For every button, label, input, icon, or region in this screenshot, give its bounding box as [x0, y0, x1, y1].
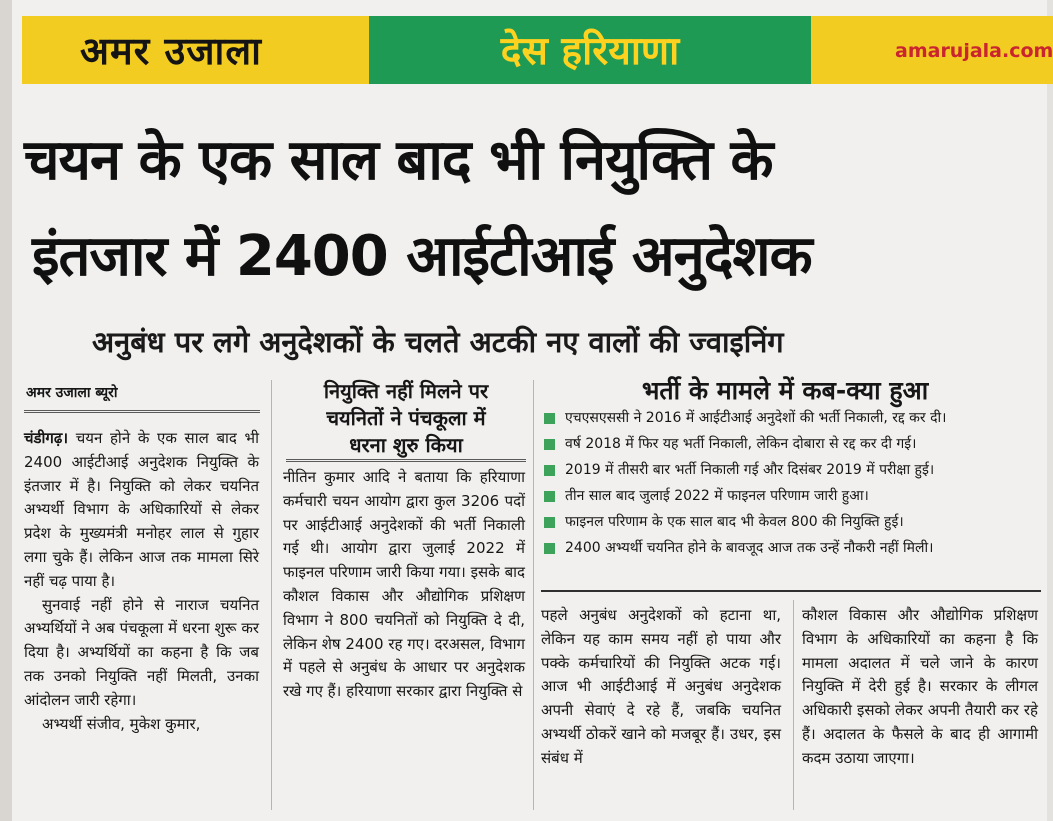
article-column-2	[283, 466, 525, 704]
side-heading-line-3: धरना शुरु किया	[349, 433, 463, 457]
timeline-item	[542, 488, 1042, 514]
side-story-divider	[286, 459, 526, 462]
timeline-divider	[541, 590, 1041, 592]
article-column-3	[541, 604, 781, 771]
side-heading-line-2: चयनितों ने पंचकूला में	[326, 406, 486, 430]
timeline-item-text: वर्ष 2018 में फिर यह भर्ती निकाली, लेकिन दोबारा से रद्द कर दी गई।	[565, 436, 917, 452]
article-paragraph-3: अभ्यर्थी संजीव, मुकेश कुमार,	[42, 714, 201, 733]
square-bullet-icon	[544, 465, 555, 476]
paragraph-text: चयन होने के एक साल बाद भी 2400 आईटीआई अनुदेशक नियुक्ति के इंतजार में है। नियुक्ति को लेकर चयनित अभ्यर्थी विभाग के अधिकारियों से लेकर प्रदेश के मुख्यमंत्री मनोहर लाल से गुहार लगा चुके हैं। लेकिन आज तक मामला सिरे नहीं चढ़ पाया है।	[24, 429, 259, 590]
article-paragraph: पहले अनुबंध अनुदेशकों को हटाना था, लेकिन यह काम समय नहीं हो पाया और पक्के कर्मचारियों की नियुक्ति अटक गई। आज भी आईटीआई में अनुबंध अनुदेशक अपनी सेवाएं दे रहे हैं, जबकि चयनित अभ्यर्थी ठोकरें खाने को मजबूर हैं। उधर, इस संबंध में	[541, 606, 781, 767]
subheadline: अनुबंध पर लगे अनुदेशकों के चलते अटकी नए वालों की ज्वाइनिंग	[92, 325, 784, 359]
column-divider-2	[533, 380, 534, 810]
timeline-heading: भर्ती के मामले में कब-क्या हुआ	[641, 376, 929, 405]
headline-line-1: चयन के एक साल बाद भी नियुक्ति के	[24, 128, 773, 193]
brand-logo-text: अमर उजाला	[80, 29, 262, 73]
site-url: amarujala.com	[895, 40, 1053, 62]
masthead-band	[22, 16, 1053, 84]
side-story-heading	[286, 378, 526, 459]
timeline-item	[542, 540, 1042, 566]
timeline-item	[542, 514, 1042, 540]
square-bullet-icon	[544, 413, 555, 424]
byline-divider	[24, 410, 260, 413]
article-paragraph-2: सुनवाई नहीं होने से नाराज चयनित अभ्यर्थियों ने अब पंचकूला में धरना शुरू कर दिया है। अभ्यर्थियों का कहना है कि जब तक उनको नियुक्ति नहीं मिलती, उनका आंदोलन जारी रहेगा।	[24, 595, 259, 709]
square-bullet-icon	[544, 491, 555, 502]
article-paragraph: कौशल विकास और औद्योगिक प्रशिक्षण विभाग के अधिकारियों का कहना है कि मामला अदालत में चले जाने के कारण नियुक्ति में देरी हुई है। सरकार के लीगल अधिकारी इसको लेकर अपनी तैयारी कर रहे हैं। अदालत के फैसले के बाद ही आगामी कदम उठाया जाएगा।	[802, 606, 1038, 767]
dateline: चंडीगढ़।	[24, 429, 69, 447]
byline: अमर उजाला ब्यूरो	[26, 385, 118, 401]
timeline-item-text: 2400 अभ्यर्थी चयनित होने के बावजूद आज तक उन्हें नौकरी नहीं मिली।	[565, 540, 934, 556]
column-divider-1	[271, 380, 272, 810]
column-divider-3	[793, 600, 794, 810]
article-paragraph-1	[24, 427, 259, 594]
article-column-1	[24, 427, 259, 736]
section-title: देस हरियाणा	[500, 29, 680, 74]
square-bullet-icon	[544, 517, 555, 528]
article-paragraph: नीतिन कुमार आदि ने बताया कि हरियाणा कर्मचारी चयन आयोग द्वारा कुल 3206 पदों पर आईटीआई अनुदेशकों की भर्ती निकाली गई थी। आयोग द्वारा जुलाई 2022 में फाइनल परिणाम जारी किया गया। इसके बाद कौशल विकास और औद्योगिक प्रशिक्षण विभाग ने 800 चयनितों को नियुक्ति दे दी, लेकिन शेष 2400 रह गए। दरअसल, विभाग में पहले से अनुबंध के आधार पर अनुदेशक रखे गए हैं। हरियाणा सरकार द्वारा नियुक्ति से	[283, 468, 525, 701]
headline-line-2: इंतजार में 2400 आईटीआई अनुदेशक	[32, 224, 812, 289]
side-heading-line-1: नियुक्ति नहीं मिलने पर	[323, 379, 489, 403]
timeline-item-text: एचएसएससी ने 2016 में आईटीआई अनुदेशों की भर्ती निकाली, रद्द कर दी।	[565, 410, 947, 426]
page-edge	[0, 0, 12, 821]
timeline-list	[542, 410, 1042, 566]
square-bullet-icon	[544, 439, 555, 450]
section-banner	[369, 16, 811, 84]
square-bullet-icon	[544, 543, 555, 554]
timeline-item-text: तीन साल बाद जुलाई 2022 में फाइनल परिणाम जारी हुआ।	[565, 488, 869, 504]
article-column-4	[802, 604, 1038, 771]
timeline-item	[542, 410, 1042, 436]
timeline-item-text: फाइनल परिणाम के एक साल बाद भी केवल 800 की नियुक्ति हुई।	[565, 514, 904, 530]
timeline-item	[542, 436, 1042, 462]
timeline-item	[542, 462, 1042, 488]
timeline-item-text: 2019 में तीसरी बार भर्ती निकाली गई और दिसंबर 2019 में परीक्षा हुई।	[565, 462, 935, 478]
